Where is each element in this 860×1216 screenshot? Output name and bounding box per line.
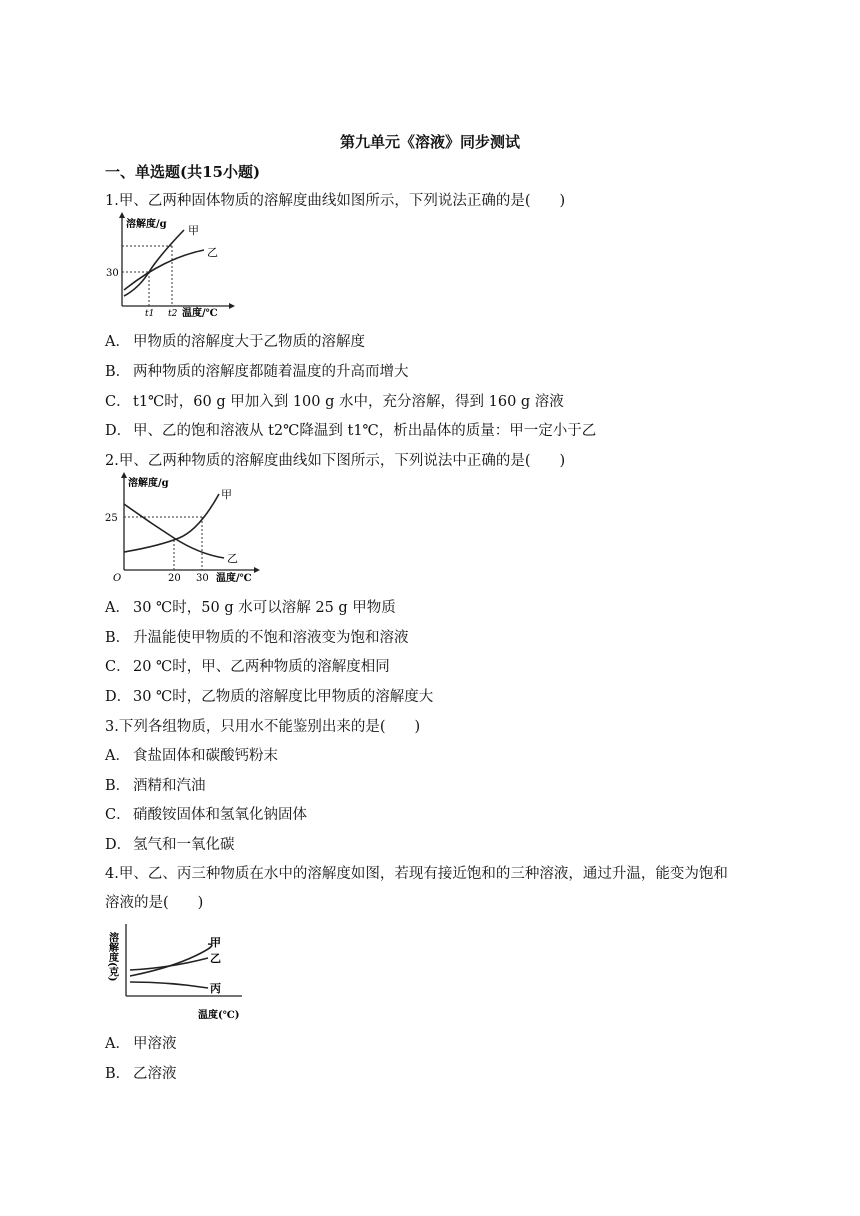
question-3-option-b: B． 酒精和汽油 bbox=[105, 778, 206, 794]
question-1-stem: 1.甲、乙两种固体物质的溶解度曲线如图所示，下列说法正确的是( ) bbox=[105, 193, 566, 209]
y-tick-30: 30 bbox=[106, 268, 119, 279]
x-axis-label: 温度/℃ bbox=[182, 308, 218, 319]
question-4-option-b: B． 乙溶液 bbox=[105, 1066, 177, 1082]
curve-jia bbox=[124, 230, 184, 296]
y-axis-arrow bbox=[119, 212, 125, 218]
curve-yi-label: 乙 bbox=[207, 246, 218, 259]
x-axis-arrow bbox=[254, 567, 260, 573]
curve-jia-label: 甲 bbox=[210, 936, 221, 949]
question-1-option-d: D． 甲、乙的饱和溶液从 t2℃降温到 t1℃，析出晶体的质量：甲一定小于乙 bbox=[105, 423, 597, 439]
question-3-option-c: C． 硝酸铵固体和氢氧化钠固体 bbox=[105, 807, 307, 823]
question-2-stem: 2.甲、乙两种物质的溶解度曲线如下图所示，下列说法中正确的是( ) bbox=[105, 453, 566, 469]
question-1-figure bbox=[104, 212, 239, 320]
question-4-figure bbox=[100, 918, 250, 1024]
question-2-option-d: D． 30 ℃时，乙物质的溶解度比甲物质的溶解度大 bbox=[105, 689, 434, 705]
x-tick-30: 30 bbox=[196, 573, 209, 584]
question-4-stem-line-1: 4.甲、乙、丙三种物质在水中的溶解度如图，若现有接近饱和的三种溶液，通过升温，能变为饱和 bbox=[105, 866, 728, 882]
question-2-option-c: C． 20 ℃时，甲、乙两种物质的溶解度相同 bbox=[105, 659, 390, 675]
y-axis-label: 溶解度(克) bbox=[106, 932, 118, 982]
curve-yi-label: 乙 bbox=[227, 552, 238, 565]
question-1-option-c: C． t1℃时，60 g 甲加入到 100 g 水中，充分溶解，得到 160 g 溶液 bbox=[105, 394, 564, 410]
question-4-option-a: A． 甲溶液 bbox=[105, 1036, 177, 1052]
question-1-option-b: B． 两种物质的溶解度都随着温度的升高而增大 bbox=[105, 364, 409, 380]
question-2-figure bbox=[104, 472, 264, 586]
x-axis-label: 温度(℃) bbox=[198, 1010, 240, 1021]
question-1-option-a: A． 甲物质的溶解度大于乙物质的溶解度 bbox=[105, 334, 365, 350]
curve-yi bbox=[130, 958, 208, 970]
x-tick-t2: t2 bbox=[168, 309, 178, 319]
question-2-option-a: A． 30 ℃时，50 g 水可以溶解 25 g 甲物质 bbox=[105, 600, 396, 616]
question-2-option-b: B． 升温能使甲物质的不饱和溶液变为饱和溶液 bbox=[105, 630, 409, 646]
curve-bing-label: 丙 bbox=[210, 982, 221, 995]
x-axis-arrow bbox=[229, 303, 235, 309]
question-3-stem: 3.下列各组物质，只用水不能鉴别出来的是( ) bbox=[105, 719, 421, 735]
section-heading: 一、单选题(共15小题) bbox=[105, 163, 261, 181]
y-axis-arrow bbox=[121, 472, 127, 478]
x-tick-t1: t1 bbox=[145, 309, 155, 319]
curve-jia bbox=[124, 494, 219, 552]
x-axis-label: 温度/℃ bbox=[216, 573, 252, 584]
question-4-stem-line-2: 溶液的是( ) bbox=[105, 895, 204, 911]
curve-yi-label: 乙 bbox=[210, 952, 221, 965]
y-tick-25: 25 bbox=[105, 513, 118, 524]
y-axis-label: 溶解度/g bbox=[126, 219, 167, 230]
curve-bing bbox=[130, 982, 208, 988]
question-3-option-d: D． 氢气和一氧化碳 bbox=[105, 837, 235, 853]
curve-yi bbox=[124, 250, 204, 290]
question-3-option-a: A． 食盐固体和碳酸钙粉末 bbox=[105, 748, 278, 764]
x-tick-20: 20 bbox=[168, 573, 181, 584]
curve-jia-label: 甲 bbox=[188, 224, 199, 237]
origin-label: O bbox=[113, 573, 122, 584]
y-axis-label: 溶解度/g bbox=[128, 478, 169, 489]
document-title: 第九单元《溶液》同步测试 bbox=[339, 133, 520, 151]
curve-jia-label: 甲 bbox=[221, 488, 232, 501]
